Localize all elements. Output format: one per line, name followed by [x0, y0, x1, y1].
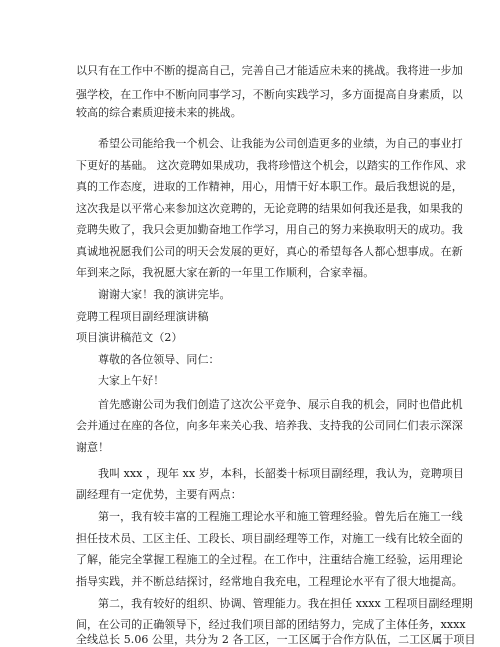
paragraph-line: 这次我是以平常心来参加这次竞聘的，无论竞聘的结果如何我还是我，如果我的 [76, 202, 463, 215]
paragraph-line: 真诚地祝愿我们公司的明天会发展的更好，真心的希望每各人都心想事成。在新 [76, 245, 463, 258]
paragraph-line: 第二，我有较好的组织、协调、管理能力。我在担任 xxxx 工程项目副经理期 [98, 597, 473, 610]
paragraph-line: 希望公司能给我一个机会、让我能为公司创造更多的业绩，为自己的事业打 [98, 137, 463, 150]
salutation: 尊敬的各位领导、同仁： [98, 353, 220, 366]
paragraph-line: 全线总长 5.06 公里，共分为 2 各工区，一工区属于合作方队伍，二工区属于项目 [76, 633, 476, 646]
paragraph-line: 较高的综合素质迎接未来的挑战。 [76, 106, 242, 119]
paragraph-line: 年到来之际，我祝愿大家在新的一年里工作顺利，合家幸福。 [76, 266, 375, 279]
paragraph-line: 第一，我有较丰富的工程施工理论水平和施工管理经验。曾先后在施工一线 [98, 510, 463, 523]
paragraph-line: 指导实践，并不断总结探讨，经常地自我充电，工程理论水平有了很大地提高。 [76, 575, 463, 588]
paragraph-line: 竞聘失败了，我只会更加勤奋地工作学习，用自己的努力来换取明天的成功。我 [76, 223, 463, 236]
paragraph-line: 间，在公司的正确领导下，经过我们项目部的团结努力，完成了主体任务，xxxx [76, 618, 466, 631]
closing-line: 谢谢大家！我的演讲完毕。 [98, 288, 231, 301]
paragraph-line: 首先感谢公司为我们创造了这次公平竞争、展示自我的机会，同时也借此机 [98, 398, 463, 411]
paragraph-line: 真的工作态度，进取的工作精神，用心，用情干好本职工作。最后我想说的是， [76, 180, 463, 193]
section-heading: 竞聘工程项目副经理演讲稿 [76, 310, 209, 323]
paragraph-line: 我叫 xxx ，现年 xx 岁，本科，长韶娄十标项目副经理，我认为，竞聘项目 [98, 467, 464, 480]
paragraph-line: 强学校，在工作中不断向同事学习，不断向实践学习，多方面提高自身素质，以 [76, 88, 463, 101]
greeting: 大家上午好！ [98, 374, 165, 387]
paragraph-line: 会并通过在座的各位，向多年来关心我、培养我、支持我的公司同仁们表示深深 [76, 419, 463, 432]
paragraph-line: 谢意！ [76, 441, 110, 454]
paragraph-line: 了解，能完全掌握工程施工的全过程。在工作中，注重结合施工经验，运用理论 [76, 553, 463, 566]
paragraph-line: 以只有在工作中不断的提高自己，完善自己才能适应未来的挑战。我将进一步加 [76, 64, 463, 77]
paragraph-line: 下更好的基础。 这次竞聘如果成功，我将珍惜这个机会，以踏实的工作作风、求 [76, 159, 467, 172]
section-subheading: 项目演讲稿范文（2） [76, 331, 183, 344]
paragraph-line: 副经理有一定优势，主要有两点： [76, 488, 242, 501]
paragraph-line: 担任技术员、工区主任、工段长、项目副经理等工作，对施工一线有比较全面的 [76, 532, 463, 545]
